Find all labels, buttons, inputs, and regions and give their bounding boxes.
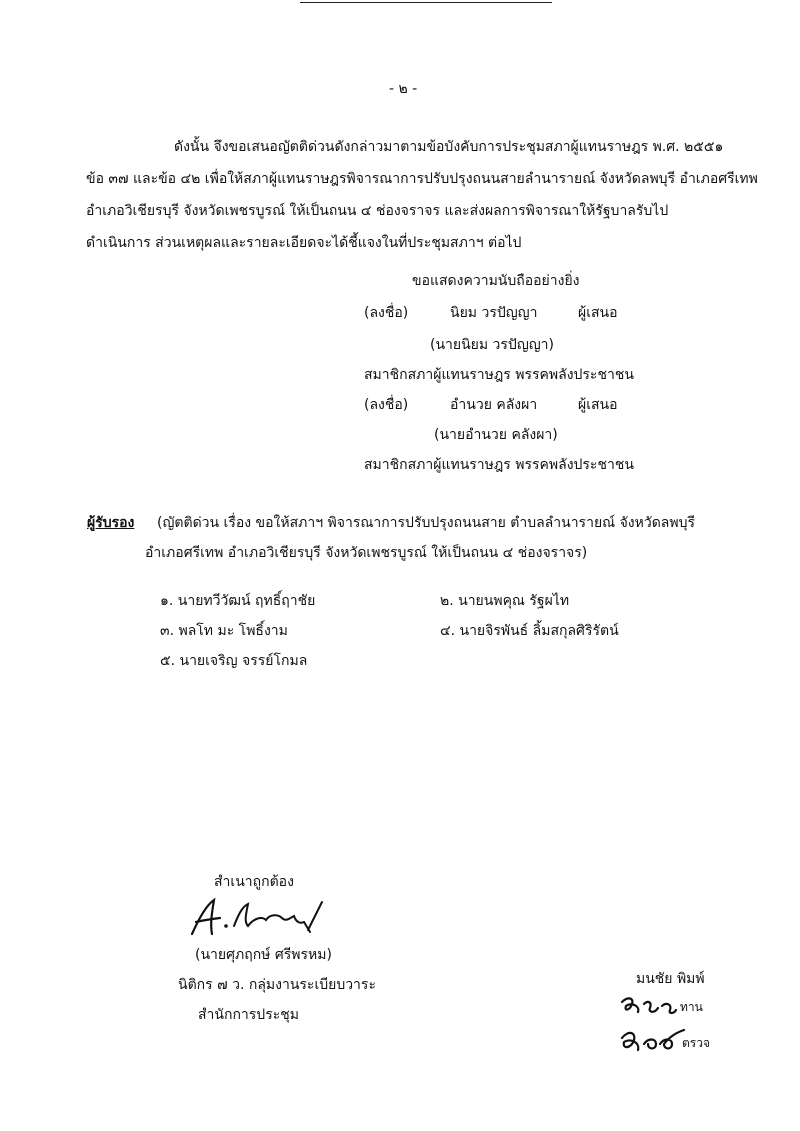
endorser-3: ๓. พลโท มะ โพธิ์งาม [160,623,288,639]
checker-initials [616,1028,686,1056]
endorser-1: ๑. นายทวีวัฒน์ ฤทธิ์ฤาชัย [160,593,316,609]
signer-1-name: นิยม วรปัญญา [450,305,538,321]
endorsers-subject-line-2: อำเภอศรีเทพ อำเภอวิเชียรบุรี จังหวัดเพชรบูรณ์ ให้เป็นถนน ๔ ช่องจราจร) [145,545,588,561]
signer-2-name: อำนวย คลังผา [450,397,538,413]
signer-1-position: สมาชิกสภาผู้แทนราษฎร พรรคพลังประชาชน [364,367,634,383]
signer-2-sign-prefix: (ลงชื่อ) [364,397,409,413]
body-line-2: ข้อ ๓๗ และข้อ ๔๒ เพื่อให้สภาผู้แทนราษฎรพิจารณาการปรับปรุงถนนสายลำนารายณ์ จังหวัดลพบุรี อำเภอศรีเทพ [86,171,758,187]
certification-title: สำเนาถูกต้อง [214,874,294,890]
certifier-office: สำนักการประชุม [198,1007,299,1023]
top-border-line [300,2,552,3]
comparer-initials [618,994,678,1020]
typist-name: มนชัย พิมพ์ [636,971,705,987]
compare-label: ทาน [680,1000,703,1014]
endorser-4: ๔. นายจิรพันธ์ ลิ้มสกุลศิริรัตน์ [440,623,619,639]
signer-1-role: ผู้เสนอ [578,305,618,321]
endorser-2: ๒. นายนพคุณ รัฐผไท [440,593,570,609]
endorser-5: ๕. นายเจริญ จรรย์โกมล [160,653,308,669]
certifier-position: นิติกร ๗ ว. กลุ่มงานระเบียบวาระ [178,977,376,993]
endorsers-subject-line-1: (ญัตติด่วน เรื่อง ขอให้สภาฯ พิจารณาการปรับปรุงถนนสาย ตำบลลำนารายณ์ จังหวัดลพบุรี [157,515,696,531]
certifier-name: (นายศุภฤกษ์ ศรีพรหม) [195,947,332,963]
endorsers-label: ผู้รับรอง [87,515,135,531]
body-line-3: อำเภอวิเชียรบุรี จังหวัดเพชรบูรณ์ ให้เป็นถนน ๔ ช่องจราจร และส่งผลการพิจารณาให้รัฐบาลรับไป [86,203,669,219]
signer-2-full-name: (นายอำนวย คลังผา) [434,427,558,443]
signer-2-position: สมาชิกสภาผู้แทนราษฎร พรรคพลังประชาชน [364,457,634,473]
signer-1-sign-prefix: (ลงชื่อ) [364,305,409,321]
check-label: ตรวจ [682,1036,711,1050]
body-line-4: ดำเนินการ ส่วนเหตุผลและรายละเอียดจะได้ชี้แจงในที่ประชุมสภาฯ ต่อไป [86,235,522,251]
body-line-1: ดังนั้น จึงขอเสนอญัตติด่วนดังกล่าวมาตามข้อบังคับการประชุมสภาผู้แทนราษฎร พ.ศ. ๒๕๕๑ [174,139,724,155]
signer-2-role: ผู้เสนอ [578,397,618,413]
closing-phrase: ขอแสดงความนับถืออย่างยิ่ง [412,273,580,289]
certifier-signature [182,896,324,940]
page-number: - ๒ - [389,81,418,97]
signer-1-full-name: (นายนิยม วรปัญญา) [430,337,554,353]
